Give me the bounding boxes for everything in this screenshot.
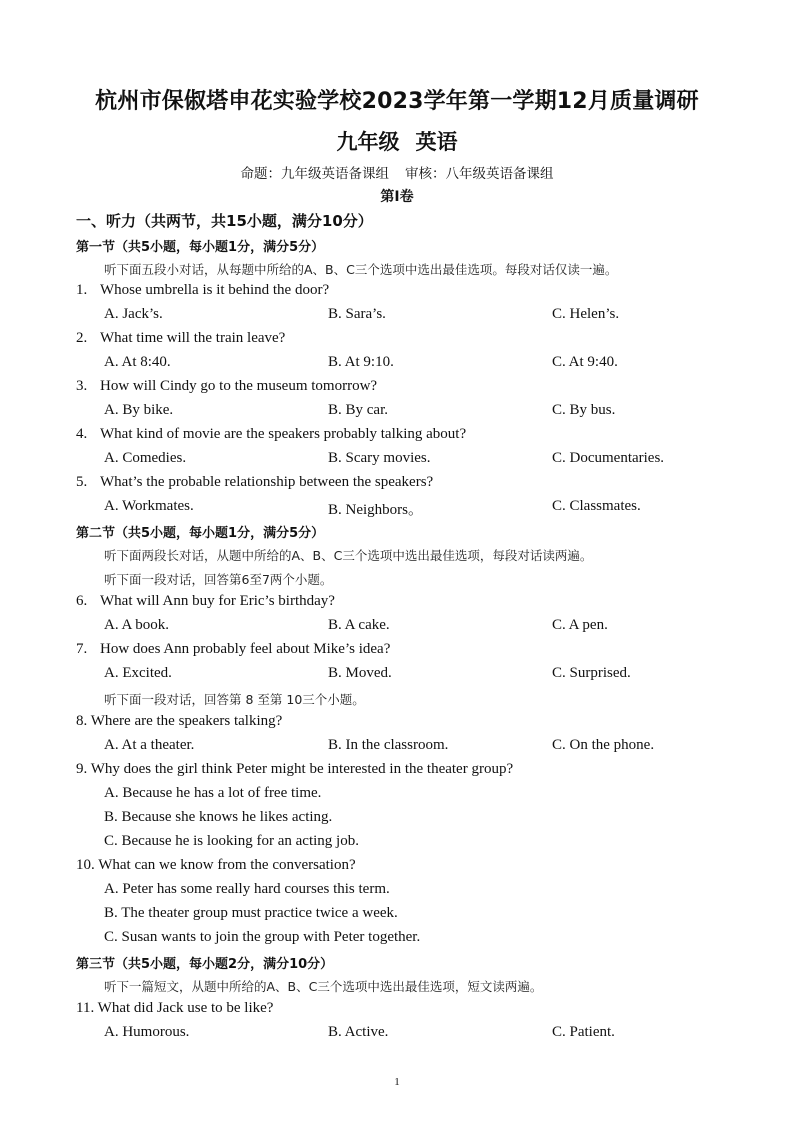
q10-option-a: A. Peter has some really hard courses this term. xyxy=(104,881,390,897)
section2-sub-instruction-1: 听下面一段对话，回答第6至7两个小题。 xyxy=(104,572,333,587)
q8-option-c: C. On the phone. xyxy=(552,737,655,753)
question-11: 11. What did Jack use to be like? xyxy=(76,1000,274,1016)
q9-option-b: B. Because she knows he likes acting. xyxy=(104,809,333,825)
setter-label: 命题：九年级英语备课组 xyxy=(240,166,389,182)
q3-option-b: B. By car. xyxy=(328,402,388,418)
q11-option-b: B. Active. xyxy=(328,1024,389,1040)
q11-option-c: C. Patient. xyxy=(552,1024,615,1040)
q10-option-b: B. The theater group must practice twice a week. xyxy=(104,905,398,921)
q2-option-b: B. At 9:10. xyxy=(328,354,394,370)
q1-option-c: C. Helen’s. xyxy=(552,306,620,322)
subject-label: 英语 xyxy=(415,130,458,154)
section3-instruction: 听下一篇短文，从题中所给的A、B、C三个选项中选出最佳选项，短文读两遍。 xyxy=(104,979,543,994)
q8-option-a: A. At a theater. xyxy=(104,737,195,753)
section1-instruction: 听下面五段小对话，从每题中所给的A、B、C三个选项中选出最佳选项。每段对话仅读一遍。 xyxy=(104,262,618,277)
q6-option-a: A. A book. xyxy=(104,617,170,633)
question-text: What will Ann buy for Eric’s birthday? xyxy=(100,593,335,609)
question-10: 10. What can we know from the conversation? xyxy=(76,857,356,873)
grade-label: 九年级 xyxy=(336,130,400,154)
q6-option-b: B. A cake. xyxy=(328,617,390,633)
q4-option-c: C. Documentaries. xyxy=(552,450,665,466)
question-text: How will Cindy go to the museum tomorrow? xyxy=(100,378,378,394)
question-text: What’s the probable relationship between the speakers? xyxy=(100,474,434,490)
question-number: 1. xyxy=(76,282,88,298)
question-number: 2. xyxy=(76,330,88,346)
question-text: What time will the train leave? xyxy=(100,330,286,346)
question-number: 3. xyxy=(76,378,88,394)
question-6 xyxy=(76,593,335,610)
q7-option-a: A. Excited. xyxy=(104,665,172,681)
q4-option-b: B. Scary movies. xyxy=(328,450,431,466)
question-7 xyxy=(76,641,390,658)
volume-label: 第Ⅰ卷 xyxy=(380,189,414,205)
question-number: 7. xyxy=(76,641,88,657)
q10-option-c: C. Susan wants to join the group with Peter together. xyxy=(104,929,421,945)
q5-option-b: B. Neighbors。 xyxy=(328,502,423,518)
q3-option-a: A. By bike. xyxy=(104,402,174,418)
grade-subject xyxy=(0,126,794,156)
q9-option-a: A. Because he has a lot of free time. xyxy=(104,785,322,801)
author-line xyxy=(0,162,794,182)
exam-title: 杭州市保俶塔申花实验学校2023学年第一学期12月质量调研 xyxy=(95,89,699,114)
q9-option-c: C. Because he is looking for an acting job. xyxy=(104,833,359,849)
question-3 xyxy=(76,378,377,395)
q4-option-a: A. Comedies. xyxy=(104,450,187,466)
question-5 xyxy=(76,474,433,491)
question-9: 9. Why does the girl think Peter might be interested in the theater group? xyxy=(76,761,514,777)
q7-option-c: C. Surprised. xyxy=(552,665,631,681)
question-4 xyxy=(76,426,466,443)
reviewer-label: 审核：八年级英语备课组 xyxy=(405,166,554,182)
q11-option-a: A. Humorous. xyxy=(104,1024,190,1040)
q2-option-c: C. At 9:40. xyxy=(552,354,618,370)
section2-sub-instruction-2: 听下面一段对话，回答第 8 至第 10三个小题。 xyxy=(104,692,365,707)
question-text: Whose umbrella is it behind the door? xyxy=(100,282,330,298)
question-2 xyxy=(76,330,285,347)
q1-option-b: B. Sara’s. xyxy=(328,306,386,322)
q5-option-c: C. Classmates. xyxy=(552,498,641,514)
q3-option-c: C. By bus. xyxy=(552,402,616,418)
page-number: 1 xyxy=(394,1076,400,1088)
section2-heading: 第二节（共5小题，每小题1分，满分5分） xyxy=(76,526,325,541)
section1-heading: 第一节（共5小题，每小题1分，满分5分） xyxy=(76,240,325,255)
section3-heading: 第三节（共5小题，每小题2分，满分10分） xyxy=(76,957,334,972)
question-number: 5. xyxy=(76,474,88,490)
q6-option-c: C. A pen. xyxy=(552,617,608,633)
part1-heading: 一、听力（共两节，共15小题，满分10分） xyxy=(76,212,373,230)
q2-option-a: A. At 8:40. xyxy=(104,354,171,370)
q7-option-b: B. Moved. xyxy=(328,665,392,681)
question-8: 8. Where are the speakers talking? xyxy=(76,713,283,729)
q1-option-a: A. Jack’s. xyxy=(104,306,163,322)
question-text: What kind of movie are the speakers probably talking about? xyxy=(100,426,467,442)
question-number: 6. xyxy=(76,593,88,609)
question-number: 4. xyxy=(76,426,88,442)
q8-option-b: B. In the classroom. xyxy=(328,737,449,753)
q5-option-a: A. Workmates. xyxy=(104,498,194,514)
question-text: How does Ann probably feel about Mike’s idea? xyxy=(100,641,391,657)
question-1 xyxy=(76,282,329,299)
section2-instruction: 听下面两段长对话，从题中所给的A、B、C三个选项中选出最佳选项，每段对话读两遍。 xyxy=(104,548,593,563)
